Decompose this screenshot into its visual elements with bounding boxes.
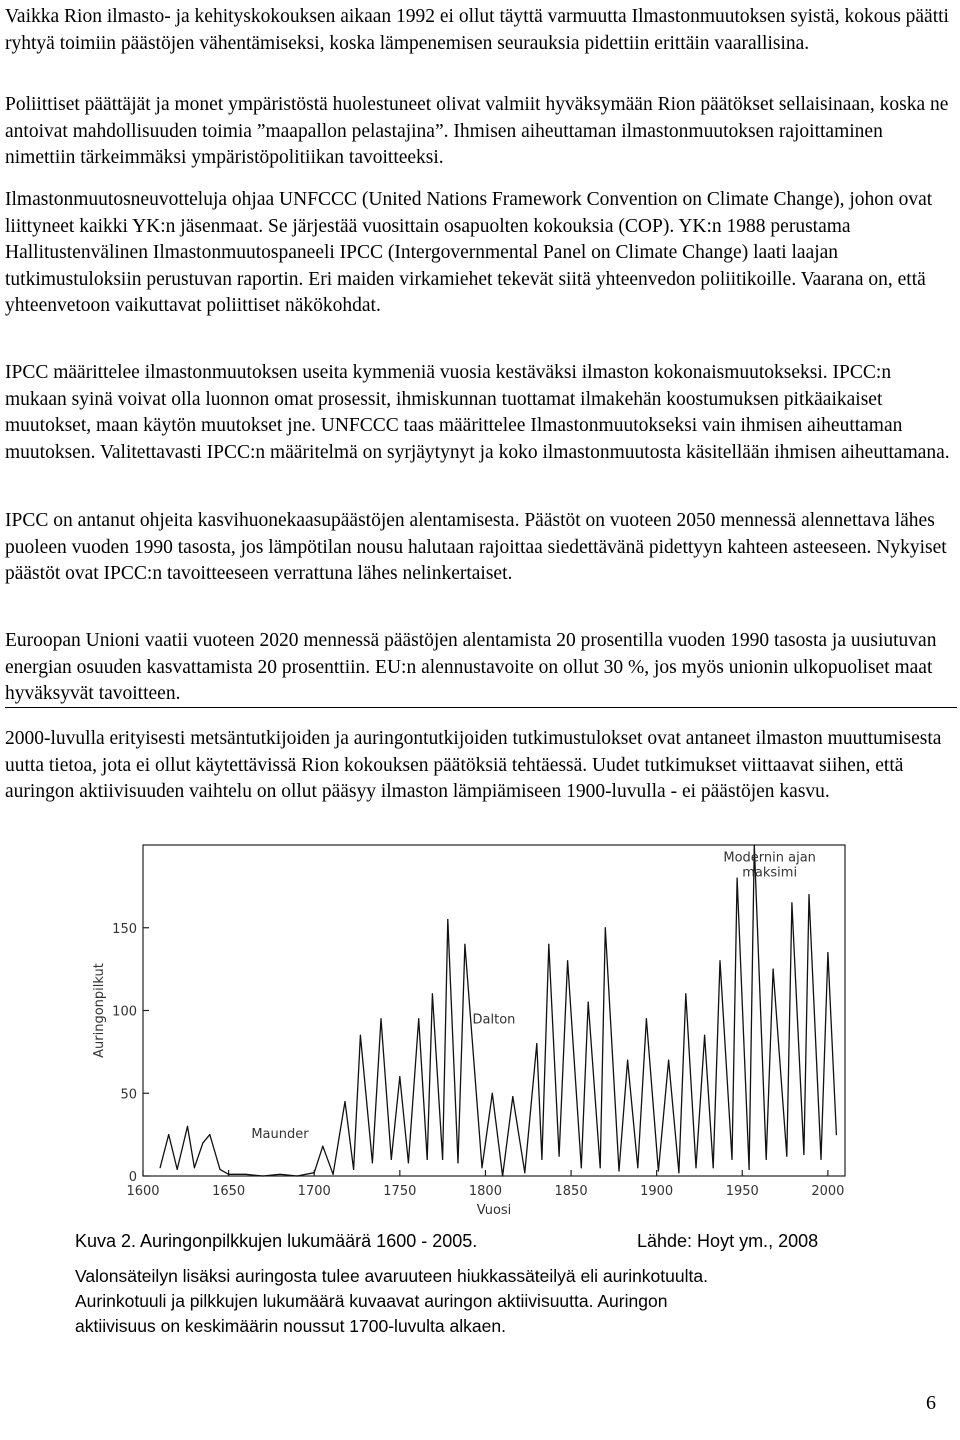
x-tick-label: 1950 xyxy=(725,1184,759,1199)
sunspot-data-point xyxy=(177,1169,178,1170)
sunspot-data-point xyxy=(160,1167,161,1168)
sunspot-data-point xyxy=(605,927,606,928)
sunspot-data-point xyxy=(773,969,774,970)
sunspot-data-point xyxy=(646,1018,647,1019)
sunspot-data-point xyxy=(803,1154,804,1155)
chart-annotation-line: Dalton xyxy=(472,1012,516,1028)
x-tick-label: 1700 xyxy=(297,1184,331,1199)
sunspot-data-point xyxy=(502,1175,503,1176)
sunspot-data-point xyxy=(786,1156,787,1157)
sunspot-data-point xyxy=(668,1060,669,1061)
sunspot-data-point xyxy=(766,1159,767,1160)
sunspot-data-point xyxy=(344,1101,345,1102)
paragraph-eu-targets: Euroopan Unioni vaatii vuoteen 2020 mennessä päästöjen alentamista 20 prosentilla vuoden 1990 tasosta ja uusiutuvan energian osuuden kasvattamista 20 prosenttiin. EU:n alennustavoite on ollut 30 %, jos myös unionin ulkopuoliset maat hyväksyvät tavoitteen. xyxy=(5,630,937,704)
y-tick-label: 150 xyxy=(112,921,137,937)
sunspot-data-point xyxy=(297,1175,298,1176)
sunspot-data-point xyxy=(541,1159,542,1160)
sunspot-data-point xyxy=(512,1096,513,1097)
figure-caption-title: Kuva 2. Auringonpilkkujen lukumäärä 1600 - 2005. xyxy=(75,1231,478,1251)
chart-annotation-line: Maunder xyxy=(251,1126,309,1142)
sunspot-data-point xyxy=(678,1172,679,1173)
sunspot-data-point xyxy=(353,1169,354,1170)
chart-annotation xyxy=(251,1127,309,1142)
x-tick-label: 1750 xyxy=(383,1184,417,1199)
paragraph-policy-makers: Poliittiset päättäjät ja monet ympäristöstä huolestuneet olivat valmiit hyväksymään Rion päätökset sellaisinaan, koska ne antoivat mahdollisuuden toimia ”maapallon pelastajina”. Ihmisen aiheuttaman ilmastonmuutoksen rajoittaminen nimettiin tärkeimmäksi ympäristöpolitiikan tavoitteeksi. xyxy=(5,94,949,168)
sunspot-data-point xyxy=(754,844,755,845)
sunspot-data-point xyxy=(399,1076,400,1077)
sunspot-data-point xyxy=(447,919,448,920)
sunspot-data-point xyxy=(749,1169,750,1170)
sunspot-data-point xyxy=(559,1156,560,1157)
sunspot-chart-svg xyxy=(75,833,860,1220)
x-tick-label: 1800 xyxy=(468,1184,502,1199)
paragraph-ipcc-definition: IPCC määrittelee ilmastonmuutoksen useita kymmeniä vuosia kestäväksi ilmaston kokonaismuutokseksi. IPCC:n mukaan syinä voivat olla luonnon omat prosessit, ihmiskunnan tuottamat ilmakehän koostumuksen pitkäaikaiset muutokset, maan käytön muutokset jne. UNFCCC taas määrittelee Ilmastonmuutokseksi vain ihmisen aiheuttaman muutoksen. Valitettavasti IPCC:n määritelmä on syrjäytynyt ja koko ilmastonmuutosta käsitellään ihmisen aiheuttamana. xyxy=(5,362,950,463)
sunspot-data-point xyxy=(836,1134,837,1135)
sunspot-data-point xyxy=(618,1170,619,1171)
sunspot-data-point xyxy=(408,1162,409,1163)
sunspot-data-point xyxy=(427,1159,428,1160)
x-tick-label: 1850 xyxy=(554,1184,588,1199)
x-axis-label: Vuosi xyxy=(476,1203,512,1218)
sunspot-data-point xyxy=(457,1162,458,1163)
sunspot-data-point xyxy=(637,1167,638,1168)
sunspot-data-point xyxy=(588,1002,589,1003)
paragraph-rio-conference: Vaikka Rion ilmasto- ja kehityskokouksen aikaan 1992 ei ollut täyttä varmuutta Ilmastonmuutoksen syistä, kokous päätti ryhtyä toimiin päästöjen vähentämiseksi, koska lämpenemisen seurauksia pidettiin erittäin vaarallisina. xyxy=(5,6,949,54)
sunspot-data-point xyxy=(209,1134,210,1135)
sunspot-data-point xyxy=(658,1170,659,1171)
sunspot-data-point xyxy=(194,1167,195,1168)
sunspot-data-point xyxy=(567,960,568,961)
chart-annotation-line: maksimi xyxy=(742,865,798,881)
sunspot-data-point xyxy=(187,1126,188,1127)
sunspot-data-point xyxy=(548,944,549,945)
y-tick-label: 50 xyxy=(120,1087,137,1103)
sunspot-data-point xyxy=(713,1167,714,1168)
sunspot-data-point xyxy=(333,1174,334,1175)
sunspot-data-point xyxy=(202,1142,203,1143)
y-axis-label: Auringonpilkut xyxy=(92,963,107,1058)
sunspot-data-point xyxy=(481,1167,482,1168)
chart-annotation xyxy=(473,1013,516,1028)
sunspot-data-point xyxy=(524,1172,525,1173)
sunspot-data-point xyxy=(380,1018,381,1019)
figure-caption-source: Lähde: Hoyt ym., 2008 xyxy=(637,1231,819,1251)
sunspot-data-point xyxy=(372,1162,373,1163)
sunspot-data-point xyxy=(442,1159,443,1160)
sunspot-data-point xyxy=(808,894,809,895)
sunspot-data-point xyxy=(731,1159,732,1160)
sunspot-data-point xyxy=(322,1146,323,1147)
sunspot-data-point xyxy=(695,1167,696,1168)
sunspot-data-point xyxy=(219,1169,220,1170)
sunspot-data-point xyxy=(820,1159,821,1160)
sunspot-data-point xyxy=(360,1035,361,1036)
sunspot-data-point xyxy=(600,1167,601,1168)
sunspot-data-point xyxy=(791,902,792,903)
paragraph-ipcc-emissions: IPCC on antanut ohjeita kasvihuonekaasupäästöjen alentamisesta. Päästöt on vuoteen 2050 mennessä alennettava lähes puoleen vuoden 1990 tasosta, jos lämpötilan nousu halutaan rajoittaa siedettävänä pidettyyn kahteen asteeseen. Nykyiset päästöt ovat IPCC:n tavoitteeseen verrattuna lähes nelinkertaiset. xyxy=(5,510,947,584)
sunspot-data-point xyxy=(262,1175,263,1176)
x-tick-label: 1650 xyxy=(212,1184,246,1199)
y-tick-label: 0 xyxy=(128,1170,137,1185)
paragraph-solar-research: 2000-luvulla erityisesti metsäntutkijoiden ja auringontutkijoiden tutkimustulokset ovat antaneet ilmaston muuttumisesta uutta tietoa, jota ei ollut käytettävissä Rion kokouksen päätöksiä tehtäessä. Uudet tutkimukset viittaavat siihen, että auringon aktiivisuuden vaihtelu on ollut pääsyy ilmaston lämpiämiseen 1900-luvulla - ei päästöjen kasvu. xyxy=(5,728,942,802)
page-number: 6 xyxy=(926,1392,936,1414)
x-tick-label: 1600 xyxy=(126,1184,160,1199)
sunspot-data-point xyxy=(685,993,686,994)
sunspot-data-point xyxy=(737,878,738,879)
sunspot-data-point xyxy=(704,1035,705,1036)
horizontal-rule xyxy=(5,707,957,708)
sunspot-data-point xyxy=(492,1093,493,1094)
sunspot-data-point xyxy=(279,1174,280,1175)
x-tick-label: 1900 xyxy=(640,1184,674,1199)
chart-annotation-line: Modernin ajan xyxy=(723,850,816,866)
sunspot-data-point xyxy=(719,960,720,961)
paragraph-unfccc: Ilmastonmuutosneuvotteluja ohjaa UNFCCC (United Nations Framework Convention on Climate Change), johon ovat liittyneet kaikki YK:n jäsenmaat. Se järjestää vuosittain osapuolten kokouksia (COP). YK:n 1988 perustama Hallitustenvälinen Ilmastonmuutospaneeli IPCC (Intergovernmental Panel on Climate Change) laati laajan tutkimustuloksiin perustuvan raportin. Eri maiden virkamiehet tekevät siitä yhteenvedon poliitikoille. Vaarana on, että yhteenvetoon vaikuttavat poliittiset näkökohdat. xyxy=(5,189,933,316)
sunspot-data-point xyxy=(581,1167,582,1168)
sunspot-data-point xyxy=(432,993,433,994)
sunspot-data-point xyxy=(627,1060,628,1061)
sunspot-data-point xyxy=(245,1174,246,1175)
plot-frame xyxy=(143,845,845,1176)
sunspot-data-point xyxy=(536,1043,537,1044)
y-tick-label: 100 xyxy=(112,1004,137,1020)
sunspot-data-point xyxy=(168,1134,169,1135)
sunspot-data-point xyxy=(827,952,828,953)
sunspot-chart xyxy=(75,833,860,1220)
chart-annotation xyxy=(723,851,816,881)
sunspot-data-point xyxy=(464,944,465,945)
sunspot-data-point xyxy=(418,1018,419,1019)
sunspot-data-point xyxy=(314,1172,315,1173)
sunspot-data-point xyxy=(391,1159,392,1160)
sunspot-data-point xyxy=(228,1174,229,1175)
figure-caption-body: Valonsäteilyn lisäksi auringosta tulee avaruuteen hiukkassäteilyä eli aurinkotuulta. Aurinkotuuli ja pilkkujen lukumäärä kuvaavat auringon aktiivisuutta. Auringon aktiivisuus on keskimäärin noussut 1700-luvulta alkaen. xyxy=(75,1266,708,1336)
x-tick-label: 2000 xyxy=(811,1184,845,1199)
